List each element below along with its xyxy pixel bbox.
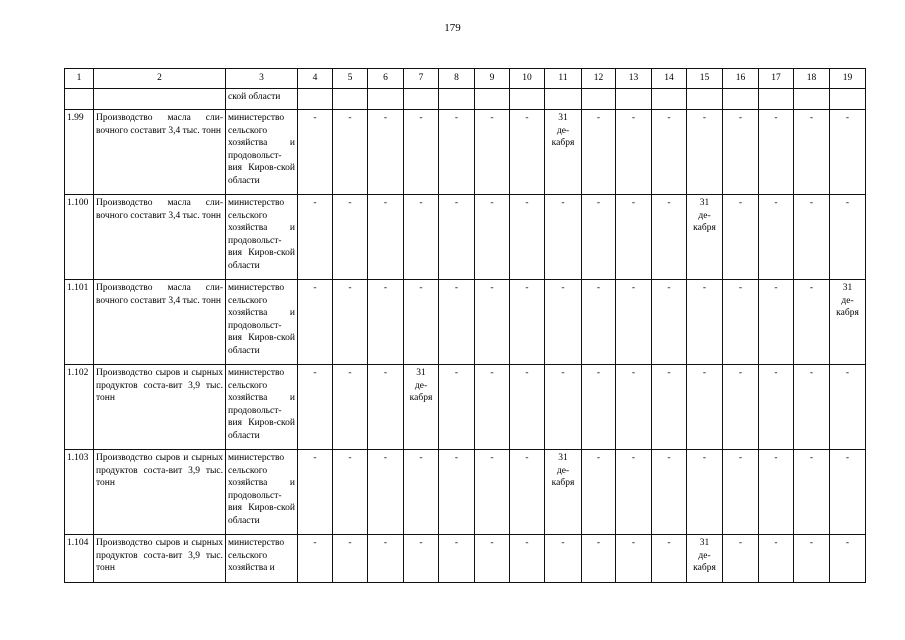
empty-cell-dash: - [759, 280, 794, 365]
deadline-cell: 31 де- кабря [687, 535, 723, 583]
empty-cell-dash: - [298, 535, 333, 583]
empty-cell-dash: - [510, 535, 545, 583]
empty-cell-dash: - [510, 450, 545, 535]
empty-cell-dash: - [830, 365, 866, 450]
empty-cell-dash: - [475, 450, 510, 535]
column-header-6: 6 [368, 69, 404, 89]
empty-cell-dash: - [794, 450, 830, 535]
empty-cell-dash: - [333, 450, 368, 535]
empty-cell-dash: - [510, 195, 545, 280]
row-number: 1.101 [65, 280, 94, 365]
empty-cell-dash: - [368, 535, 404, 583]
activity-description: Производство сыров и сырных продуктов соста-вит 3,9 тыс. тонн [94, 365, 226, 450]
column-header-15: 15 [687, 69, 723, 89]
empty-cell-dash: - [759, 195, 794, 280]
activity-description: Производство сыров и сырных продуктов соста-вит 3,9 тыс. тонн [94, 535, 226, 583]
empty-cell-dash: - [404, 195, 439, 280]
empty-cell-dash: - [333, 195, 368, 280]
empty-cell-dash: - [439, 195, 475, 280]
empty-cell-dash: - [759, 110, 794, 195]
empty-cell-dash: - [404, 535, 439, 583]
deadline-cell: 31 де- кабря [545, 450, 582, 535]
empty-cell-dash: - [830, 535, 866, 583]
empty-cell-dash: - [830, 450, 866, 535]
empty-cell-dash: - [616, 365, 652, 450]
deadline-cell: 31 де- кабря [687, 195, 723, 280]
deadline-cell: 31 де- кабря [830, 280, 866, 365]
table-row [65, 110, 866, 195]
empty-cell-dash: - [475, 110, 510, 195]
empty-cell-dash: - [298, 365, 333, 450]
empty-cell-dash: - [687, 280, 723, 365]
empty-cell-dash: - [368, 365, 404, 450]
empty-cell-dash: - [794, 110, 830, 195]
column-header-16: 16 [723, 69, 759, 89]
column-header-row [65, 69, 866, 89]
empty-cell-dash: - [333, 365, 368, 450]
empty-cell-dash: - [298, 280, 333, 365]
responsible-organization: министерство сельского хозяйства и продовольст-вия Киров-ской области [226, 195, 298, 280]
empty-cell-dash: - [510, 110, 545, 195]
deadline-cell: 31 де- кабря [404, 365, 439, 450]
empty-cell-dash: - [510, 280, 545, 365]
column-header-18: 18 [794, 69, 830, 89]
empty-cell-dash: - [545, 195, 582, 280]
row-number: 1.102 [65, 365, 94, 450]
column-header-7: 7 [404, 69, 439, 89]
empty-cell-dash: - [616, 450, 652, 535]
column-header-2: 2 [94, 69, 226, 89]
responsible-organization: министерство сельского хозяйства и продовольст-вия Киров-ской области [226, 280, 298, 365]
table-row [65, 450, 866, 535]
empty-cell-dash: - [794, 535, 830, 583]
empty-cell-dash: - [652, 450, 687, 535]
empty-cell-dash: - [759, 365, 794, 450]
empty-cell-dash: - [368, 280, 404, 365]
continuation-row [65, 89, 866, 110]
empty-cell-dash: - [616, 535, 652, 583]
empty-cell-dash: - [439, 450, 475, 535]
empty-cell-dash: - [368, 450, 404, 535]
table-row [65, 365, 866, 450]
empty-cell-dash: - [830, 195, 866, 280]
empty-cell-dash: - [439, 535, 475, 583]
activity-description: Производство сыров и сырных продуктов соста-вит 3,9 тыс. тонн [94, 450, 226, 535]
row-number: 1.99 [65, 110, 94, 195]
empty-cell-dash: - [687, 450, 723, 535]
empty-cell-dash: - [475, 535, 510, 583]
column-header-12: 12 [582, 69, 616, 89]
activity-description: Производство масла сли-вочного составит 3,4 тыс. тонн [94, 280, 226, 365]
empty-cell-dash: - [652, 110, 687, 195]
empty-cell-dash: - [545, 280, 582, 365]
column-header-5: 5 [333, 69, 368, 89]
responsible-organization: министерство сельского хозяйства и продовольст-вия Киров-ской области [226, 365, 298, 450]
empty-cell-dash: - [582, 450, 616, 535]
column-header-13: 13 [616, 69, 652, 89]
column-header-8: 8 [439, 69, 475, 89]
empty-cell-dash: - [582, 280, 616, 365]
column-header-9: 9 [475, 69, 510, 89]
empty-cell-dash: - [404, 110, 439, 195]
empty-cell-dash: - [723, 535, 759, 583]
empty-cell-dash: - [616, 195, 652, 280]
empty-cell-dash: - [439, 280, 475, 365]
empty-cell-dash: - [582, 110, 616, 195]
empty-cell-dash: - [794, 280, 830, 365]
empty-cell-dash: - [582, 365, 616, 450]
column-header-4: 4 [298, 69, 333, 89]
empty-cell-dash: - [298, 450, 333, 535]
empty-cell-dash: - [582, 535, 616, 583]
empty-cell-dash: - [404, 450, 439, 535]
empty-cell-dash: - [333, 535, 368, 583]
empty-cell-dash: - [723, 450, 759, 535]
row-number: 1.103 [65, 450, 94, 535]
empty-cell-dash: - [652, 535, 687, 583]
page-number: 179 [444, 22, 461, 34]
empty-cell-dash: - [545, 535, 582, 583]
activity-description: Производство масла сли-вочного составит 3,4 тыс. тонн [94, 195, 226, 280]
responsible-organization: министерство сельского хозяйства и продовольст-вия Киров-ской области [226, 110, 298, 195]
empty-cell-dash: - [759, 450, 794, 535]
empty-cell-dash: - [794, 365, 830, 450]
empty-cell-dash: - [830, 110, 866, 195]
responsible-organization: министерство сельского хозяйства и продовольст-вия Киров-ской области [226, 450, 298, 535]
empty-cell-dash: - [687, 365, 723, 450]
empty-cell-dash: - [616, 110, 652, 195]
empty-cell-dash: - [723, 280, 759, 365]
empty-cell-dash: - [404, 280, 439, 365]
column-header-14: 14 [652, 69, 687, 89]
empty-cell-dash: - [439, 110, 475, 195]
activity-description: Производство масла сли-вочного составит 3,4 тыс. тонн [94, 110, 226, 195]
empty-cell-dash: - [759, 535, 794, 583]
empty-cell-dash: - [652, 280, 687, 365]
empty-cell-dash: - [298, 195, 333, 280]
column-header-11: 11 [545, 69, 582, 89]
empty-cell-dash: - [687, 110, 723, 195]
empty-cell-dash: - [652, 195, 687, 280]
empty-cell-dash: - [368, 195, 404, 280]
empty-cell-dash: - [723, 195, 759, 280]
empty-cell-dash: - [475, 280, 510, 365]
schedule-table [64, 68, 866, 583]
responsible-organization: министерство сельского хозяйства и [226, 535, 298, 583]
column-header-3: 3 [226, 69, 298, 89]
table-row [65, 535, 866, 583]
empty-cell-dash: - [616, 280, 652, 365]
row-number: 1.100 [65, 195, 94, 280]
column-header-1: 1 [65, 69, 94, 89]
empty-cell-dash: - [439, 365, 475, 450]
empty-cell-dash: - [723, 365, 759, 450]
empty-cell-dash: - [298, 110, 333, 195]
empty-cell-dash: - [333, 280, 368, 365]
empty-cell-dash: - [545, 365, 582, 450]
empty-cell-dash: - [510, 365, 545, 450]
deadline-cell: 31 де- кабря [545, 110, 582, 195]
empty-cell-dash: - [368, 110, 404, 195]
empty-cell-dash: - [475, 365, 510, 450]
row-number: 1.104 [65, 535, 94, 583]
column-header-17: 17 [759, 69, 794, 89]
table-row [65, 195, 866, 280]
empty-cell-dash: - [582, 195, 616, 280]
empty-cell-dash: - [333, 110, 368, 195]
column-header-19: 19 [830, 69, 866, 89]
empty-cell-dash: - [475, 195, 510, 280]
table-row [65, 280, 866, 365]
org-continuation: ской области [226, 89, 298, 110]
column-header-10: 10 [510, 69, 545, 89]
empty-cell-dash: - [794, 195, 830, 280]
empty-cell-dash: - [652, 365, 687, 450]
empty-cell-dash: - [723, 110, 759, 195]
